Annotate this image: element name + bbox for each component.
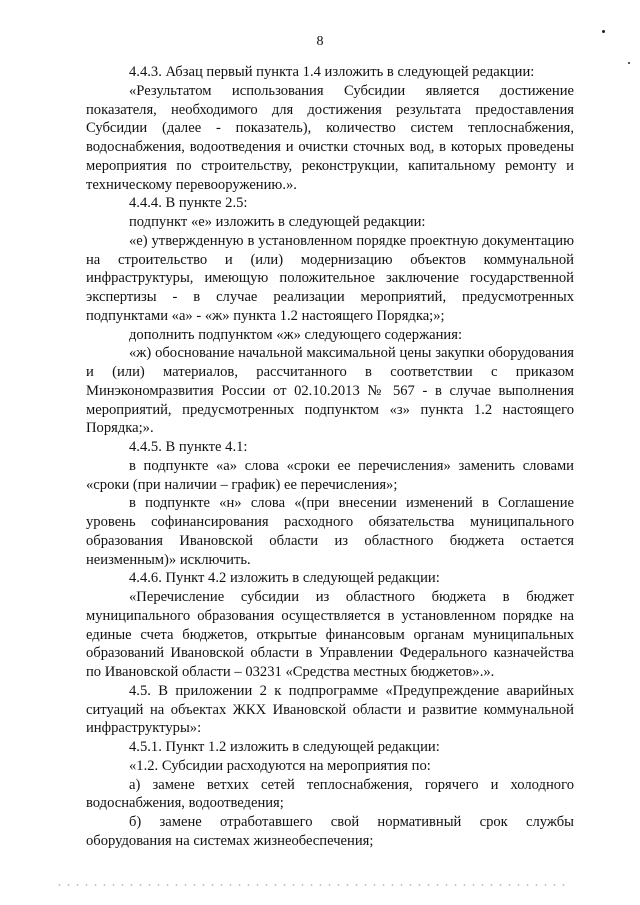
scan-dots — [55, 884, 565, 886]
paragraph-4-4-3: 4.4.3. Абзац первый пункта 1.4 изложить в следующей редакции: — [129, 64, 535, 80]
paragraph-4-4-5: 4.4.5. В пункте 4.1: — [129, 439, 248, 455]
page-number: 8 — [316, 34, 324, 49]
paragraph-1-2: «1.2. Субсидии расходуются на мероприятия по: — [129, 757, 431, 774]
paragraph-4-5-1: 4.5.1. Пункт 1.2 изложить в следующей редакции: — [129, 739, 440, 755]
paragraph-4-4-6: 4.4.6. Пункт 4.2 изложить в следующей редакции: — [129, 570, 440, 587]
paragraph-item-a: а) замене ветхих сетей теплоснабжения, горячего и холодного водоснабжения, водоотведения; — [86, 776, 574, 812]
scan-speck — [602, 30, 605, 33]
paragraph-subitem-a: в подпункте «а» слова «сроки ее перечисления» заменить словами «сроки (при наличии – график) ее перечисления»; — [86, 457, 574, 493]
paragraph-item-b: б) замене отработавшего свой нормативный срок службы оборудования на системах жизнеобеспечения; — [86, 814, 574, 849]
paragraph-subitem-zh-intro: дополнить подпунктом «ж» следующего содержания: — [129, 326, 463, 343]
scan-speck — [628, 62, 630, 64]
paragraph-transfer: «Перечисление субсидии из областного бюджета в бюджет муниципального образования осуществляется в установленном порядке на единые счета бюджетов, открытые финансовым органам муниципальных образований Ивановской области в Управлении Федерального казначейства по Ивановской области – 03231 «Средства местных бюджетов».». — [86, 589, 574, 680]
paragraph-subitem-e-intro: подпункт «е» изложить в следующей редакции: — [129, 214, 426, 230]
paragraph-subitem-zh: «ж) обоснование начальной максимальной цены закупки оборудования и (или) материалов, рассчитанного в соответствии с приказом Минэкономразвития России от 02.10.2013 № 567 - в случае выполнения мероприятий, предусмотренных подпунктом «з» пункта 1.2 настоящего Порядка;». — [86, 345, 574, 437]
paragraph-result-definition: «Результатом использования Субсидии является достижение показателя, необходимого для достижения результата предоставления Субсидии (далее - показатель), количество систем теплоснабжения, водоснабжения, водоотведения и очистки сточных вод, в которых проведены мероприятия по строительству, реконструкции, капитальному ремонту и техническому перевооружению.». — [86, 82, 574, 193]
paragraph-subitem-e: «е) утвержденную в установленном порядке проектную документацию на строительство и (или) модернизацию объектов коммунальной инфраструктуры, имеющую положительное заключение государственной экспертизы - в случае реализации мероприятий, предусмотренных подпунктами «а» - «ж» пункта 1.2 настоящего Порядка;»; — [86, 232, 574, 324]
document-body — [86, 63, 574, 851]
paragraph-4-4-4: 4.4.4. В пункте 2.5: — [129, 195, 248, 212]
paragraph-4-5: 4.5. В приложении 2 к подпрограмме «Предупреждение аварийных ситуаций на объектах ЖКХ Ивановской области и развитие коммунальной инфраструктуры»: — [86, 682, 574, 737]
paragraph-subitem-n: в подпункте «н» слова «(при внесении изменений в Соглашение уровень софинансирования расходного обязательства муниципального образования Ивановской области из областного бюджета остается неизменным)» исключить. — [86, 495, 574, 568]
